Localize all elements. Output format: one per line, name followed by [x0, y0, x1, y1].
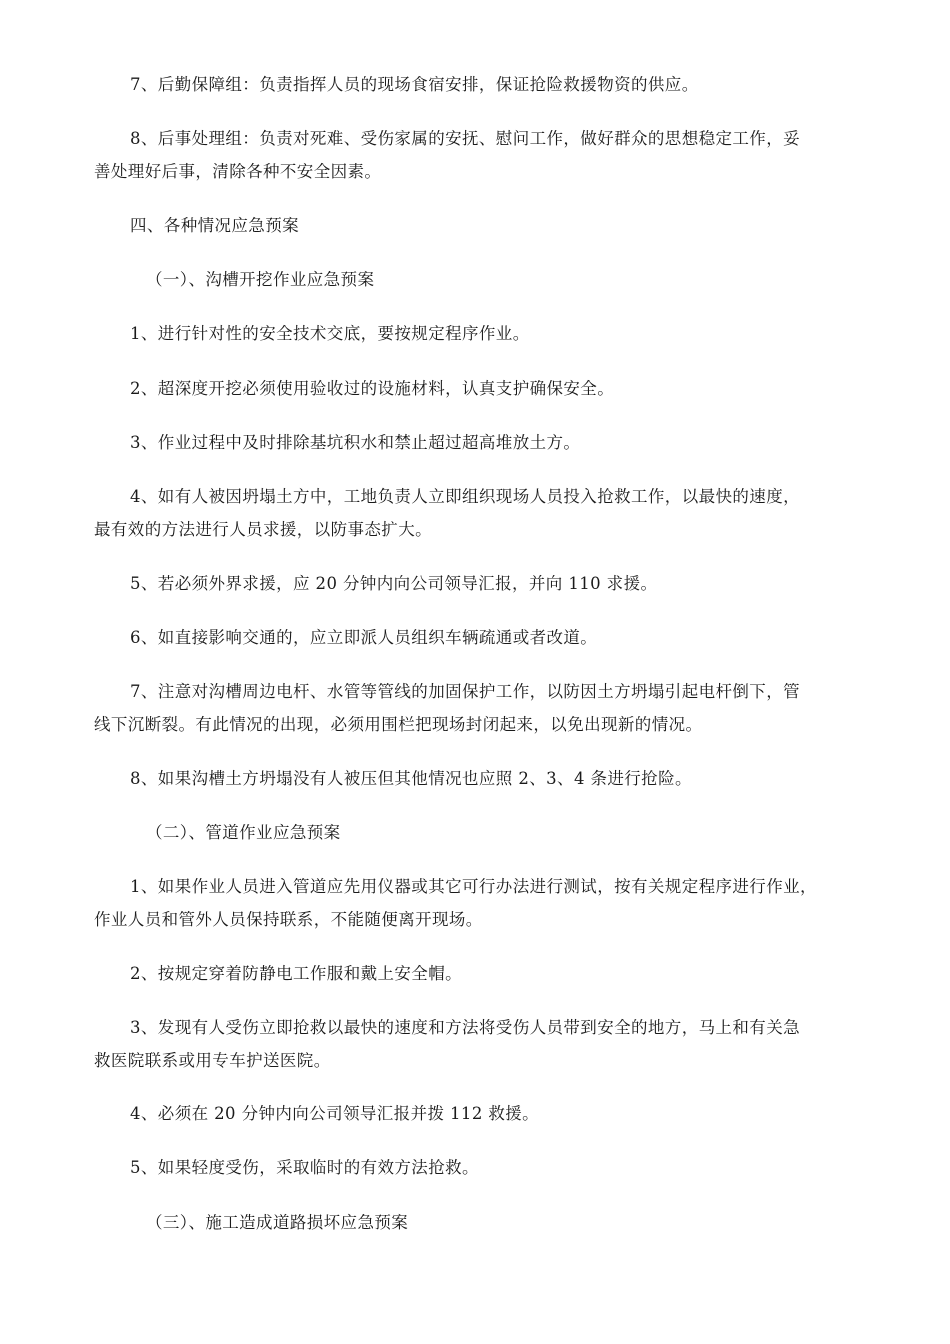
list-item: [94, 870, 854, 936]
list-item: [94, 480, 854, 546]
list-item: [94, 372, 854, 405]
text-line: 6、如直接影响交通的，应立即派人员组织车辆疏通或者改道。: [130, 628, 598, 647]
text-line: 2、按规定穿着防静电工作服和戴上安全帽。: [130, 964, 462, 983]
list-item: [94, 675, 854, 741]
text-line: 线下沉断裂。有此情况的出现，必须用围栏把现场封闭起来，以免出现新的情况。: [94, 715, 703, 734]
text-line: 2、超深度开挖必须使用验收过的设施材料，认真支护确保安全。: [130, 379, 615, 398]
list-item: [94, 621, 854, 654]
list-item: [94, 1097, 854, 1130]
text-line: 善处理好后事，清除各种不安全因素。: [94, 162, 382, 181]
text-line: 1、如果作业人员进入管道应先用仪器或其它可行办法进行测试，按有关规定程序进行作业，: [130, 877, 817, 896]
heading-text: （一）、沟槽开挖作业应急预案: [146, 270, 375, 289]
text-line: 作业人员和管外人员保持联系，不能随便离开现场。: [94, 910, 483, 929]
subsection-heading-road-damage: [94, 1206, 854, 1239]
text-line: 4、如有人被因坍塌土方中，工地负责人立即组织现场人员投入抢救工作，以最快的速度，: [130, 487, 800, 506]
text-line: 5、如果轻度受伤，采取临时的有效方法抢救。: [130, 1158, 479, 1177]
list-item: [94, 1011, 854, 1077]
text-line: 4、必须在 20 分钟内向公司领导汇报并拨 112 救援。: [130, 1104, 540, 1123]
list-item: [94, 317, 854, 350]
text-line: 7、注意对沟槽周边电杆、水管等管线的加固保护工作，以防因土方坍塌引起电杆倒下，管: [130, 682, 800, 701]
paragraph-logistics-group: [94, 68, 854, 101]
section-heading-emergency-plans: [94, 209, 854, 242]
text-line: 8、后事处理组：负责对死难、受伤家属的安抚、慰问工作，做好群众的思想稳定工作，妥: [130, 129, 800, 148]
heading-text: （二）、管道作业应急预案: [146, 823, 341, 842]
subsection-heading-pipeline-work: [94, 816, 854, 849]
list-item: [94, 426, 854, 459]
subsection-heading-trench-excavation: [94, 263, 854, 296]
text-line: 3、发现有人受伤立即抢救以最快的速度和方法将受伤人员带到安全的地方，马上和有关急: [130, 1018, 800, 1037]
heading-text: 四、各种情况应急预案: [130, 216, 299, 235]
list-item: [94, 957, 854, 990]
list-item: [94, 567, 854, 600]
text-line: 5、若必须外界求援，应 20 分钟内向公司领导汇报，并向 110 求援。: [130, 574, 658, 593]
text-line: 8、如果沟槽土方坍塌没有人被压但其他情况也应照 2、3、4 条进行抢险。: [130, 769, 692, 788]
heading-text: （三）、施工造成道路损坏应急预案: [146, 1213, 409, 1232]
paragraph-aftermath-group: [94, 122, 854, 188]
text-line: 7、后勤保障组：负责指挥人员的现场食宿安排，保证抢险救援物资的供应。: [130, 75, 699, 94]
list-item: [94, 1151, 854, 1184]
list-item: [94, 762, 854, 795]
text-line: 1、进行针对性的安全技术交底，要按规定程序作业。: [130, 324, 530, 343]
text-line: 最有效的方法进行人员求援，以防事态扩大。: [94, 520, 432, 539]
text-line: 3、作业过程中及时排除基坑积水和禁止超过超高堆放土方。: [130, 433, 581, 452]
text-line: 救医院联系或用专车护送医院。: [94, 1051, 331, 1070]
